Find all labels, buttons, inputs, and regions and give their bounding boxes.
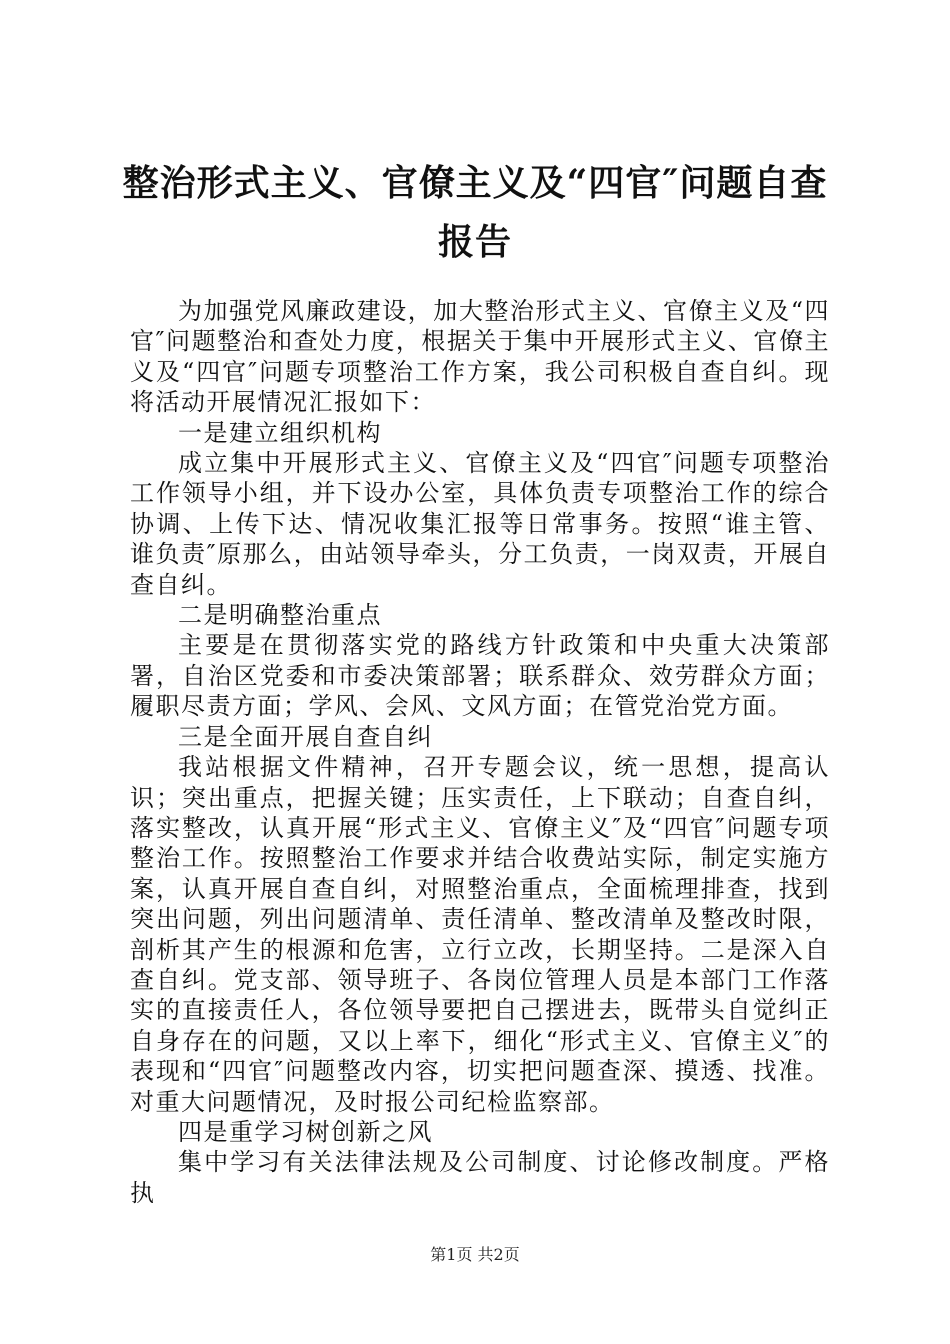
section-paragraph-3: 我站根据文件精神，召开专题会议，统一思想，提高认识；突出重点，把握关键；压实责任，上下联动；自查自纠，落实整改，认真开展“形式主义、官僚主义″及“四官″问题专项整治工作。按照整治工作要求并结合收费站实际，制定实施方案，认真开展自查自纠，对照整治重点，全面梳理排查，找到突出问题，列出问题清单、责任清单、整改清单及整改时限，剖析其产生的根源和危害，立行立改，长期坚持。二是深入自查自纠。党支部、领导班子、各岗位管理人员是本部门工作落实的直接责任人，各位领导要把自己摆进去，既带头自觉纠正自身存在的问题，又以上率下，细化“形式主义、官僚主义″的表现和“四官″问题整改内容，切实把问题查深、摸透、找准。对重大问题情况，及时报公司纪检监察部。	[130, 753, 830, 1116]
section-paragraph-2: 主要是在贯彻落实党的路线方针政策和中央重大决策部署，自治区党委和市委决策部署；联系群众、效劳群众方面；履职尽责方面；学风、会风、文风方面；在管党治党方面。	[130, 631, 830, 721]
section-heading-3: 三是全面开展自查自纠	[178, 722, 433, 751]
document-title-line-2: 报告	[437, 221, 512, 263]
page-footer: 第1页 共2页	[430, 1245, 520, 1264]
section-heading-4: 四是重学习树创新之风	[178, 1117, 433, 1146]
document-body	[130, 296, 830, 1208]
section-paragraph-1: 成立集中开展形式主义、官僚主义及“四官″问题专项整治工作领导小组，并下设办公室，具体负责专项整治工作的综合协调、上传下达、情况收集汇报等日常事务。按照“谁主管、谁负责″原那么，由站领导牵头，分工负责，一岗双责，开展自查自纠。	[130, 449, 830, 599]
intro-paragraph: 为加强党风廉政建设，加大整治形式主义、官僚主义及“四官″问题整治和查处力度，根据关于集中开展形式主义、官僚主义及“四官″问题专项整治工作方案，我公司积极自查自纠。现将活动开展情况汇报如下：	[130, 297, 830, 417]
document-title-line-1: 整治形式主义、官僚主义及“四官″问题自查	[122, 162, 828, 204]
section-heading-2: 二是明确整治重点	[178, 601, 382, 630]
section-heading-1: 一是建立组织机构	[178, 418, 382, 447]
section-paragraph-4: 集中学习有关法律法规及公司制度、讨论修改制度。严格执	[130, 1148, 830, 1207]
